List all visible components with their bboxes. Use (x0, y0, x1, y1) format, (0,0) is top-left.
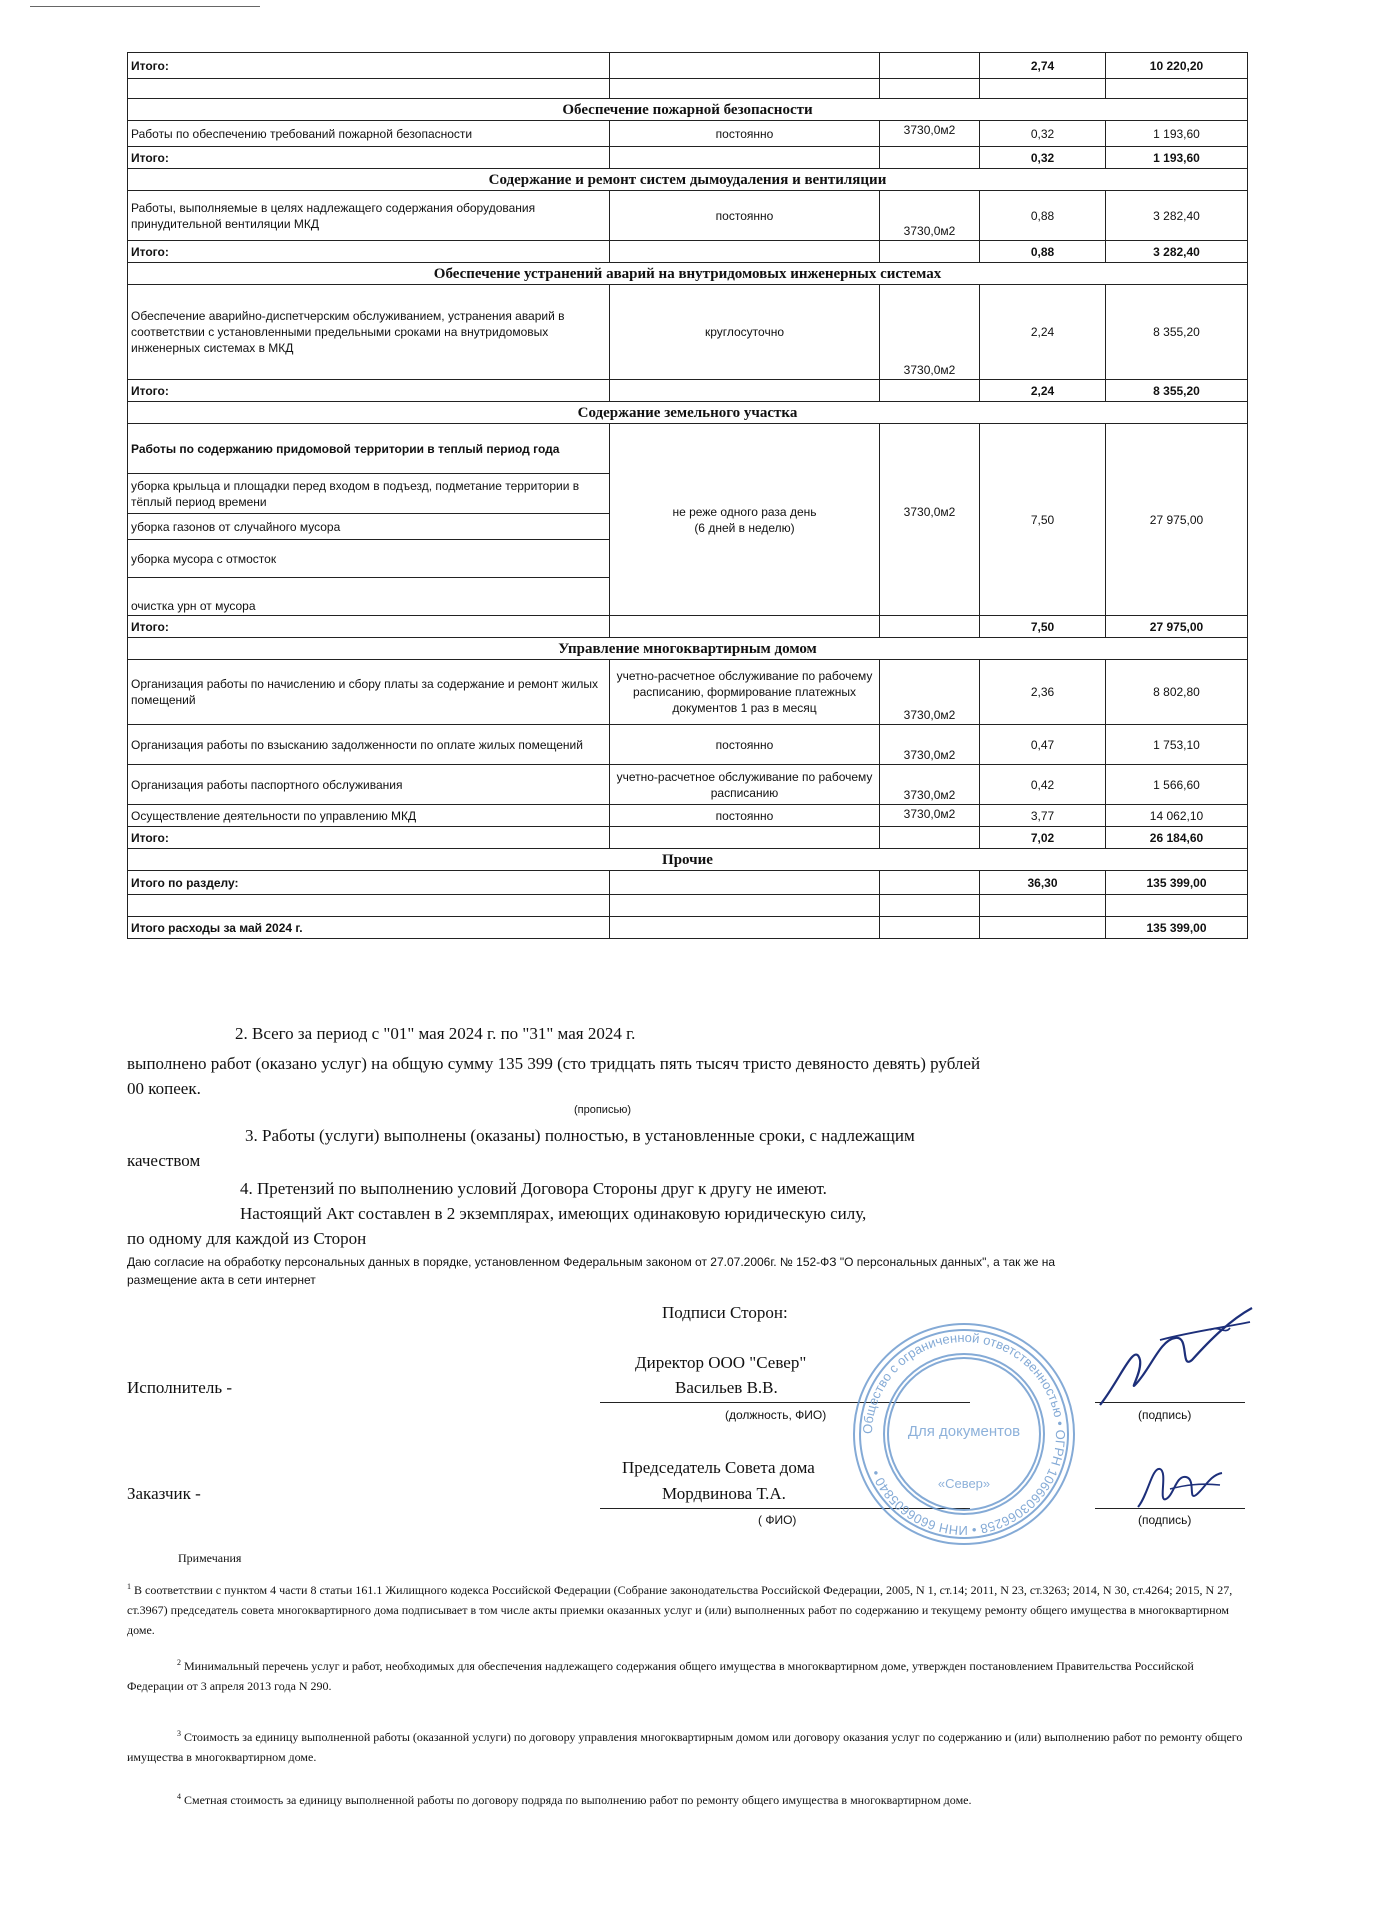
work-frequency: учетно-расчетное обслуживание по рабочему расписанию (610, 765, 880, 805)
note-2-text: Минимальный перечень услуг и работ, необходимых для обеспечения надлежащего содержания общего имущества в многоквартирном доме, утвержден постановлением Правительства Российской Федерации от 3 апреля 2013 года N 290. (127, 1659, 1194, 1693)
paragraph-5-copies: по одному для каждой из Сторон (127, 1229, 367, 1248)
land-freq-line1: не реже одного раза день (672, 504, 817, 519)
work-rate: 2,36 (980, 660, 1106, 725)
work-name: Работы по обеспечению требований пожарной безопасности (128, 121, 610, 147)
total-sum: 3 282,40 (1106, 241, 1248, 263)
total-rate: 0,88 (980, 241, 1106, 263)
note-1: $^1$ В соответствии с пунктом 4 части 8 статьи 161.1 Жилищного кодекса Российской Федерации (Собрание законодательства Российской Федерации, 2005, N 1, ст.14; 2011, N 23, ст.3263; 2014, N 30, ст.4264; 2015, N 27, ст.3967) председатель совета многоквартирного дома подписывает в том числе акты приемки оказанных услуг и (или) выполненных работ по содержанию и текущему ремонту общего имущества в многоквартирном доме. (127, 1582, 1233, 1637)
work-sum: 3 282,40 (1106, 191, 1248, 241)
work-unit: 3730,0м2 (880, 191, 980, 241)
paragraph-4: 4. Претензий по выполнению условий Договора Стороны друг к другу не имеют. (240, 1179, 827, 1198)
signatures-title: Подписи Сторон: (662, 1303, 788, 1322)
work-frequency: учетно-расчетное обслуживание по рабочему расписанию, формирование платежных документов 1 раз в месяц (610, 660, 880, 725)
work-name: Обеспечение аварийно-диспетчерским обслуживанием, устранения аварий в соответствии с установленными предельными сроками на внутридомовых инженерных системах в МКД (128, 285, 610, 380)
consent-line-1: Даю согласие на обработку персональных данных в порядке, установленном Федеральным законом от 27.07.2006г. № 152-ФЗ "О персональных данных", а так же на (127, 1255, 1056, 1269)
executor-name-caption: (должность, ФИО) (725, 1408, 827, 1422)
stamp-bottom-text: «Север» (937, 1476, 991, 1491)
executor-name: Васильев В.В. (675, 1378, 778, 1397)
note-1-text: В соответствии с пунктом 4 части 8 статьи 161.1 Жилищного кодекса Российской Федерации (Собрание законодательства Российской Федерации, 2005, N 1, ст.14; 2011, N 23, ст.3263; 2014, N 30, ст.4264; 2015, N 27, ст.3967) председатель совета многоквартирного дома подписывает в том числе акты приемки оказанных услуг и (или) выполненных работ по содержанию и текущему ремонту общего имущества в многоквартирном доме. (127, 1583, 1233, 1637)
total-empty (880, 917, 980, 939)
land-item: уборка мусора с отмосток (128, 540, 610, 578)
work-rate: 3,77 (980, 805, 1106, 827)
note-3-text: Стоимость за единицу выполненной работы (оказанной услуги) по договору управления многоквартирным домом или договору оказания услуг по содержанию и (или) выполнению работ по ремонту общего имущества в многоквартирном доме. (127, 1730, 1243, 1764)
paragraph-3-quality: качеством (127, 1151, 201, 1170)
total-empty (610, 616, 880, 638)
total-sum: 26 184,60 (1106, 827, 1248, 849)
blank-cell (128, 79, 610, 99)
total-rate: 2,74 (980, 53, 1106, 79)
notes-title: Примечания (178, 1551, 242, 1565)
blank-cell (610, 895, 880, 917)
executor-sign-caption: (подпись) (1138, 1408, 1192, 1422)
land-item: уборка крыльца и площадки перед входом в подъезд, подметание территории в тёплый период времени (128, 474, 610, 514)
work-name: Организация работы паспортного обслуживания (128, 765, 610, 805)
blank-cell (980, 79, 1106, 99)
note-4: $^4$ Сметная стоимость за единицу выполненной работы по договору подряда по выполнению работ по ремонту общего имущества в многоквартирном доме. (177, 1792, 972, 1807)
paragraph-2-sum: выполнено работ (оказано услуг) на общую сумму 135 399 (сто тридцать пять тысяч тристо девяносто девять) рублей (127, 1054, 981, 1073)
work-sum: 1 566,60 (1106, 765, 1248, 805)
note-3: $^3$ Стоимость за единицу выполненной работы (оказанной услуги) по договору управления многоквартирным домом или договору оказания услуг по содержанию и (или) выполнению работ по ремонту общего имущества в многоквартирном доме. (127, 1729, 1243, 1764)
work-rate: 2,24 (980, 285, 1106, 380)
work-sum: 1 193,60 (1106, 121, 1248, 147)
work-unit: 3730,0м2 (880, 765, 980, 805)
land-frequency (610, 424, 880, 616)
scan-edge-line (30, 6, 260, 7)
customer-position: Председатель Совета дома (622, 1458, 815, 1477)
work-rate: 0,32 (980, 121, 1106, 147)
blank-cell (1106, 895, 1248, 917)
total-empty (610, 147, 880, 169)
work-unit: 3730,0м2 (880, 121, 980, 147)
work-frequency: постоянно (610, 805, 880, 827)
work-name: Организация работы по начислению и сбору платы за содержание и ремонт жилых помещений (128, 660, 610, 725)
land-header: Работы по содержанию придомовой территории в теплый период года (128, 424, 610, 474)
work-rate: 0,42 (980, 765, 1106, 805)
total-empty (610, 917, 880, 939)
total-empty (880, 241, 980, 263)
total-rate: 7,50 (980, 616, 1106, 638)
note-4-text: Сметная стоимость за единицу выполненной работы по договору подряда по выполнению работ по ремонту общего имущества в многоквартирном доме. (184, 1793, 972, 1807)
total-label: Итого: (128, 380, 610, 402)
paragraph-2-kopecks: 00 копеек. (127, 1079, 201, 1098)
executor-label: Исполнитель - (127, 1378, 232, 1397)
total-label: Итого: (128, 827, 610, 849)
section-heading: Управление многоквартирным домом (128, 638, 1248, 660)
land-item: уборка газонов от случайного мусора (128, 514, 610, 540)
work-sum: 1 753,10 (1106, 725, 1248, 765)
company-stamp (848, 1318, 1080, 1550)
land-freq-line2: (6 дней в неделю) (694, 520, 795, 535)
blank-cell (880, 79, 980, 99)
customer-label: Заказчик - (127, 1484, 201, 1503)
total-sum: 1 193,60 (1106, 147, 1248, 169)
customer-name-caption: ( ФИО) (758, 1513, 797, 1527)
paragraph-3: 3. Работы (услуги) выполнены (оказаны) полностью, в установленные сроки, с надлежащим (245, 1126, 915, 1145)
total-rate: 0,32 (980, 147, 1106, 169)
total-empty (610, 871, 880, 895)
paragraph-2: 2. Всего за период с "01" мая 2024 г. по "31" мая 2024 г. (235, 1024, 636, 1043)
land-sum: 27 975,00 (1106, 424, 1248, 616)
work-rate: 0,47 (980, 725, 1106, 765)
total-empty (610, 53, 880, 79)
work-frequency: постоянно (610, 725, 880, 765)
total-empty (880, 147, 980, 169)
work-unit: 3730,0м2 (880, 285, 980, 380)
stamp-ring-text: Общество с ограниченной ответственностью • ОГРН 1066603066258 • ИНН 6606605840 • (859, 1329, 1069, 1539)
total-empty (880, 827, 980, 849)
work-name: Работы, выполняемые в целях надлежащего содержания оборудования принудительной вентиляции МКД (128, 191, 610, 241)
work-frequency: круглосуточно (610, 285, 880, 380)
executor-signature (1080, 1300, 1260, 1420)
total-label: Итого: (128, 616, 610, 638)
work-sum: 14 062,10 (1106, 805, 1248, 827)
land-item: очистка урн от мусора (128, 578, 610, 616)
total-label: Итого: (128, 147, 610, 169)
total-rate: 7,02 (980, 827, 1106, 849)
total-sum: 135 399,00 (1106, 917, 1248, 939)
total-label: Итого расходы за май 2024 г. (128, 917, 610, 939)
land-unit: 3730,0м2 (880, 424, 980, 616)
work-unit: 3730,0м2 (880, 660, 980, 725)
total-empty (880, 616, 980, 638)
works-table (127, 52, 1248, 939)
section-heading: Обеспечение пожарной безопасности (128, 99, 1248, 121)
work-sum: 8 355,20 (1106, 285, 1248, 380)
total-empty (880, 871, 980, 895)
work-unit: 3730,0м2 (880, 805, 980, 827)
work-name: Осуществление деятельности по управлению МКД (128, 805, 610, 827)
total-label: Итого по разделу: (128, 871, 610, 895)
total-sum: 10 220,20 (1106, 53, 1248, 79)
total-rate: 36,30 (980, 871, 1106, 895)
blank-cell (610, 79, 880, 99)
total-empty (880, 380, 980, 402)
paragraph-5: Настоящий Акт составлен в 2 экземплярах, имеющих одинаковую юридическую силу, (240, 1204, 867, 1223)
section-heading: Содержание и ремонт систем дымоудаления и вентиляции (128, 169, 1248, 191)
blank-cell (980, 895, 1106, 917)
consent-line-2: размещение акта в сети интернет (127, 1273, 316, 1287)
work-frequency: постоянно (610, 191, 880, 241)
section-heading: Прочие (128, 849, 1248, 871)
total-empty (610, 827, 880, 849)
land-rate: 7,50 (980, 424, 1106, 616)
section-heading: Обеспечение устранений аварий на внутридомовых инженерных системах (128, 263, 1248, 285)
in-words-caption: (прописью) (574, 1104, 632, 1116)
work-name: Организация работы по взысканию задолженности по оплате жилых помещений (128, 725, 610, 765)
total-sum: 135 399,00 (1106, 871, 1248, 895)
customer-name: Мордвинова Т.А. (662, 1484, 786, 1503)
work-sum: 8 802,80 (1106, 660, 1248, 725)
stamp-center-text: Для документов (907, 1423, 1021, 1440)
blank-cell (880, 895, 980, 917)
blank-cell (128, 895, 610, 917)
total-sum: 8 355,20 (1106, 380, 1248, 402)
total-label: Итого: (128, 241, 610, 263)
work-unit: 3730,0м2 (880, 725, 980, 765)
section-heading: Содержание земельного участка (128, 402, 1248, 424)
note-2: $^2$ Минимальный перечень услуг и работ, необходимых для обеспечения надлежащего содержания общего имущества в многоквартирном доме, утвержден постановлением Правительства Российской Федерации от 3 апреля 2013 года N 290. (127, 1658, 1194, 1693)
executor-position: Директор ООО "Север" (635, 1353, 807, 1372)
customer-signature (1130, 1455, 1230, 1525)
total-empty (880, 53, 980, 79)
work-frequency: постоянно (610, 121, 880, 147)
total-sum: 27 975,00 (1106, 616, 1248, 638)
total-rate: 2,24 (980, 380, 1106, 402)
total-empty (610, 241, 880, 263)
total-label: Итого: (128, 53, 610, 79)
work-rate: 0,88 (980, 191, 1106, 241)
total-empty (610, 380, 880, 402)
blank-cell (1106, 79, 1248, 99)
customer-sign-caption: (подпись) (1138, 1513, 1192, 1527)
total-rate (980, 917, 1106, 939)
